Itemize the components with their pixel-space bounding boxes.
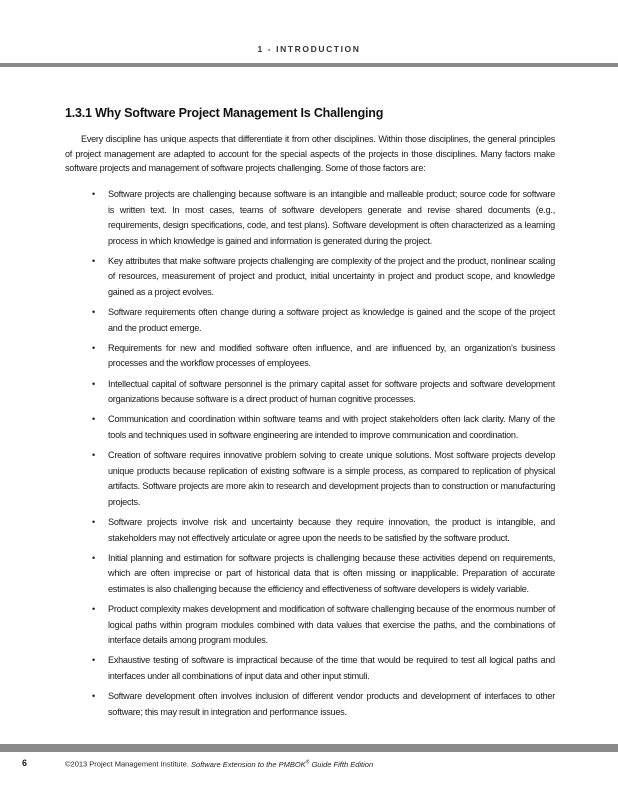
- list-item-text: Creation of software requires innovative problem solving to create unique solutions. Most software projects develop unique products because replication of existing software is a simple process, as compared to replication of physical artifacts. Software projects are more akin to research and development projects than to construction or manufacturing projects.: [108, 450, 555, 507]
- running-header: 1 - INTRODUCTION: [257, 44, 361, 54]
- footer-rule: [0, 744, 618, 752]
- list-item-text: Software development often involves inclusion of different vendor products and development of interfaces to other software; this may result in integration and performance issues.: [108, 691, 555, 717]
- bullet-icon: •: [92, 552, 95, 563]
- bullet-icon: •: [92, 517, 95, 528]
- list-item: [92, 377, 555, 408]
- registered-mark: ®: [305, 759, 310, 765]
- footer-title-suffix: Guide Fifth Edition: [311, 759, 374, 769]
- bullet-icon: •: [92, 189, 95, 199]
- list-item: [92, 187, 555, 249]
- bullet-icon: •: [92, 414, 95, 425]
- list-item: [92, 341, 555, 372]
- list-item-text: Key attributes that make software projects challenging are complexity of the project and the product, nonlinear scaling of resources, measurement of project and product, initial uncertainty in project and product scope, and knowledge gained as a project evolves.: [108, 255, 555, 297]
- bullet-icon: •: [92, 691, 95, 702]
- list-item: [92, 602, 555, 649]
- bullet-icon: •: [92, 655, 95, 666]
- list-item-text: Software projects involve risk and uncertainty because they require innovation, the product is intangible, and stakeholders may not effectively articulate or agree upon the needs to be satisfied by the software product.: [108, 517, 555, 543]
- header-rule: [0, 63, 618, 67]
- bullet-icon: •: [92, 378, 95, 389]
- list-item-text: Software projects are challenging because software is an intangible and malleable product; source code for software is written text. In most cases, teams of software developers generate and revise shared documents (e.g., requirements, design specifications, code, and test plans). Software development is often characterized as a learning process in which knowledge is gained and information is generated during the project.: [108, 189, 555, 246]
- list-item: [92, 412, 555, 443]
- list-item: [92, 689, 555, 720]
- list-item-text: Software requirements often change during a software project as knowledge is gained and the scope of the project and the product emerge.: [108, 307, 555, 333]
- list-item-text: Requirements for new and modified software often influence, and are influenced by, an organization’s business processes and the workflow processes of employees.: [108, 342, 555, 369]
- list-item: [92, 653, 555, 684]
- list-item-text: Communication and coordination within software teams and with project stakeholders often lack clarity. Many of the tools and techniques used in software engineering are intended to improve communication and coordination.: [108, 414, 555, 440]
- list-item: [92, 515, 555, 546]
- bullet-icon: •: [92, 604, 95, 615]
- footer-citation: [65, 759, 373, 769]
- bullet-icon: •: [92, 307, 95, 318]
- list-item: [92, 551, 555, 598]
- bullet-icon: •: [92, 450, 95, 461]
- list-item: [92, 305, 555, 336]
- list-item-text: Exhaustive testing of software is impractical because of the time that would be required to test all logical paths and interfaces under all combinations of input data and other input stimuli.: [108, 655, 555, 681]
- list-item-text: Intellectual capital of software personnel is the primary capital asset for software projects and software development organizations because software is a direct product of human cognitive processes.: [108, 378, 555, 405]
- list-item: [92, 254, 555, 301]
- section-heading: 1.3.1 Why Software Project Management Is Challenging: [65, 106, 384, 120]
- list-item-text: Initial planning and estimation for software projects is challenging because these activities depend on requirements, which are often imprecise or part of historical data that is often missing or inapplicable. Preparation of accurate estimates is also challenging because the efficiency and effectiveness of software developers is widely variable.: [108, 552, 555, 594]
- list-item: [92, 448, 555, 510]
- bullet-icon: •: [92, 255, 95, 266]
- factor-list: [92, 187, 555, 725]
- intro-paragraph: Every discipline has unique aspects that differentiate it from other disciplines. Within those disciplines, the general principles of project management are adapted to account for the special aspects of the projects in those disciplines. Many factors make software projects and management of software projects challenging. Some of those factors are:: [65, 134, 555, 174]
- footer-title: Software Extension to the PMBOK® Guide Fifth Edition: [191, 759, 374, 769]
- list-item-text: Product complexity makes development and modification of software challenging because of the enormous number of logical paths within program modules combined with data values that exercise the paths, and the combinations of interface details among program modules.: [108, 604, 555, 646]
- page-number: 6: [22, 758, 28, 768]
- footer-copyright: ©2013 Project Management Institute.: [65, 759, 189, 769]
- bullet-icon: •: [92, 342, 95, 353]
